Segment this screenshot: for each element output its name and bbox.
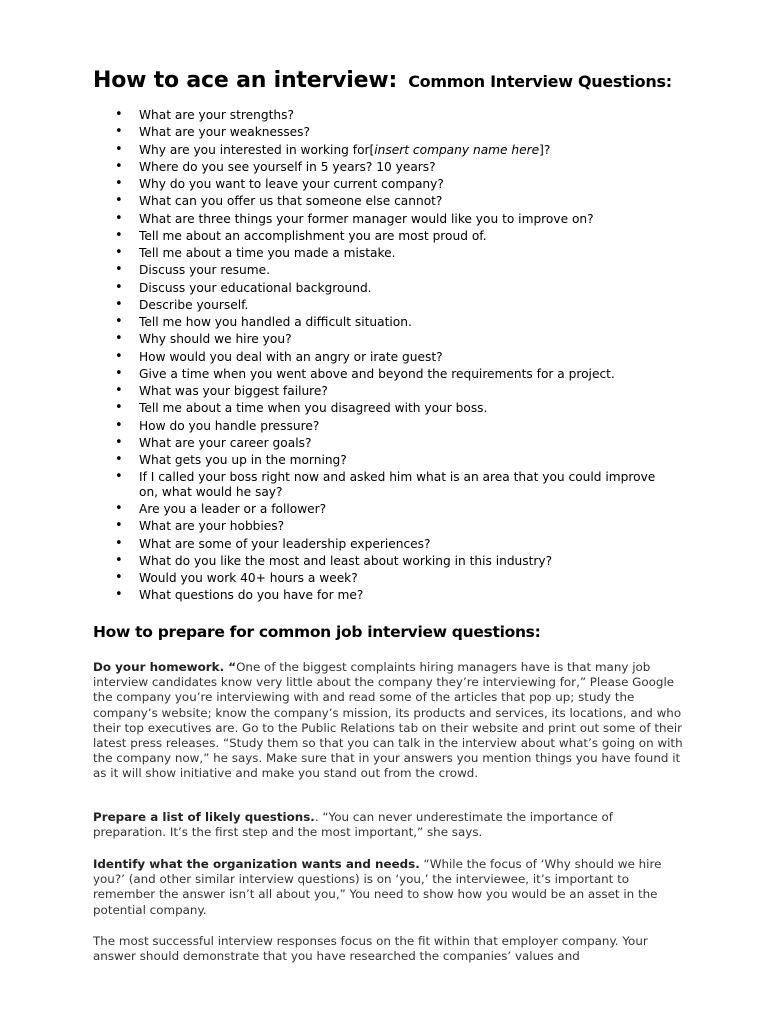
bullet-icon: • (115, 552, 123, 568)
bullet-icon: • (115, 365, 123, 381)
bullet-icon: • (115, 107, 123, 122)
paragraph-body: One of the biggest complaints hiring managers have is that many job interview candidates know very little about the company they’re interviewing for,” Please Google the company you’re interviewing with and read some of the articles that pop up; study the company’s website; know the company’s mission, its products and services, its locations, and who their top executives are. Go to the Public Relations tab on their website and print out some of their latest press releases. “Study them so that you can talk in the interview about what’s going on with the company now,” he says. Make sure that in your answers you mention things you have found it as it will show initiative and make you stand out from the crowd. (93, 660, 683, 781)
paragraph-homework (93, 660, 685, 782)
bullet-icon: • (115, 141, 123, 157)
list-item (0, 350, 659, 365)
bullet-icon: • (115, 279, 123, 295)
question-italic-placeholder: insert company name here (374, 142, 540, 157)
bullet-icon: • (115, 158, 123, 174)
bullet-icon: • (115, 469, 123, 485)
list-item (0, 453, 659, 468)
list-item (0, 315, 659, 330)
list-item (0, 143, 659, 158)
list-item (0, 502, 659, 517)
bullet-icon: • (115, 383, 123, 398)
question-text: Tell me about a time when you disagreed with your boss. (139, 401, 488, 416)
bullet-icon: • (115, 262, 123, 278)
bullet-icon: • (115, 193, 123, 209)
bullet-icon: • (115, 296, 123, 312)
bullet-icon: • (115, 452, 123, 467)
page-title (93, 60, 672, 98)
bullet-icon: • (115, 331, 123, 347)
question-tail: ]? (539, 142, 551, 157)
title-sub: Common Interview Questions: (408, 72, 672, 91)
question-text: What are your strengths? (139, 108, 294, 122)
bullet-icon: • (115, 314, 123, 329)
paragraph-identify (93, 857, 685, 918)
paragraph-lead: Identify what the organization wants and needs. (93, 857, 420, 871)
question-text: What are three things your former manager would like you to improve on? (139, 211, 594, 226)
question-text: Why are you interested in working for[ (139, 142, 375, 157)
section-heading: How to prepare for common job interview questions: (93, 623, 541, 641)
bullet-icon: • (115, 587, 123, 603)
list-item (0, 212, 659, 227)
question-text: What gets you up in the morning? (139, 453, 347, 467)
question-text: Are you a leader or a follower? (139, 502, 327, 517)
list-item (0, 263, 659, 278)
paragraph-lead: Prepare a list of likely questions. (93, 810, 315, 824)
question-text: Discuss your educational background. (139, 280, 372, 295)
list-item (0, 229, 659, 244)
question-text: Would you work 40+ hours a week? (139, 571, 358, 586)
question-text: How would you deal with an angry or irate guest? (139, 349, 443, 364)
title-main: How to ace an interview: (93, 68, 398, 93)
paragraph-successful: The most successful interview responses focus on the fit within that employer company. Your answer should demonstrate that you have researched the companies’ values and (93, 934, 648, 964)
question-text: Tell me about an accomplishment you are most proud of. (139, 228, 487, 243)
bullet-icon: • (115, 176, 123, 191)
question-text: What questions do you have for me? (139, 588, 364, 603)
bullet-icon: • (115, 518, 123, 534)
bullet-icon: • (115, 535, 123, 551)
list-item (0, 419, 659, 434)
question-text: If I called your boss right now and asked him what is an area that you could improve on, what would he say? (139, 470, 656, 499)
bullet-icon: • (115, 417, 123, 433)
question-text: How do you handle pressure? (139, 418, 320, 433)
list-item (0, 246, 659, 261)
question-text: What can you offer us that someone else cannot? (139, 194, 443, 209)
bullet-icon: • (115, 400, 123, 416)
list-item (0, 401, 659, 416)
list-item (0, 281, 659, 296)
bullet-icon: • (115, 348, 123, 364)
list-item (0, 384, 659, 399)
paragraph-body: “While the focus of ‘Why should we hire you?’ (and other similar interview questions) is on ‘you,’ the interviewee, it’s important to remember the answer isn’t all about you,” You need to show how you would be an asset in the potential company. (93, 857, 662, 917)
list-item (0, 125, 659, 140)
question-text: What do you like the most and least about working in this industry? (139, 553, 553, 568)
bullet-icon: • (115, 434, 123, 450)
question-text: What are your career goals? (139, 435, 312, 450)
paragraph-body: . “You can never underestimate the importance of preparation. It’s the first step and the most important,” she says. (93, 810, 613, 840)
list-item (0, 470, 659, 499)
paragraph-prepare (93, 810, 685, 840)
list-item (0, 554, 659, 569)
list-item (0, 160, 659, 175)
question-text: Describe yourself. (139, 297, 249, 312)
question-text: What are your hobbies? (139, 519, 285, 534)
paragraph-lead: Do your homework. “ (93, 660, 237, 674)
bullet-icon: • (115, 124, 123, 140)
question-text: Tell me about a time you made a mistake. (139, 246, 396, 260)
list-item (0, 571, 659, 586)
list-item (0, 367, 659, 382)
question-text: What was your biggest failure? (139, 384, 328, 398)
list-item (0, 436, 659, 451)
bullet-icon: • (115, 501, 123, 517)
question-text: What are some of your leadership experiences? (139, 536, 431, 551)
question-text: Discuss your resume. (139, 263, 270, 278)
list-item (0, 108, 659, 123)
bullet-icon: • (115, 227, 123, 243)
list-item (0, 588, 659, 603)
list-item (0, 298, 659, 313)
list-item (0, 519, 659, 534)
question-text: Tell me how you handled a difficult situation. (139, 315, 412, 329)
question-text: Why do you want to leave your current company? (139, 177, 444, 191)
list-item (0, 177, 659, 192)
list-item (0, 537, 659, 552)
bullet-icon: • (115, 245, 123, 260)
list-item (0, 332, 659, 347)
question-text: Give a time when you went above and beyond the requirements for a project. (139, 366, 615, 381)
question-text: Why should we hire you? (139, 332, 292, 347)
bullet-icon: • (115, 570, 123, 586)
questions-list (0, 108, 659, 606)
question-text: Where do you see yourself in 5 years? 10 years? (139, 159, 436, 174)
list-item (0, 194, 659, 209)
question-text: What are your weaknesses? (139, 125, 310, 140)
bullet-icon: • (115, 210, 123, 226)
